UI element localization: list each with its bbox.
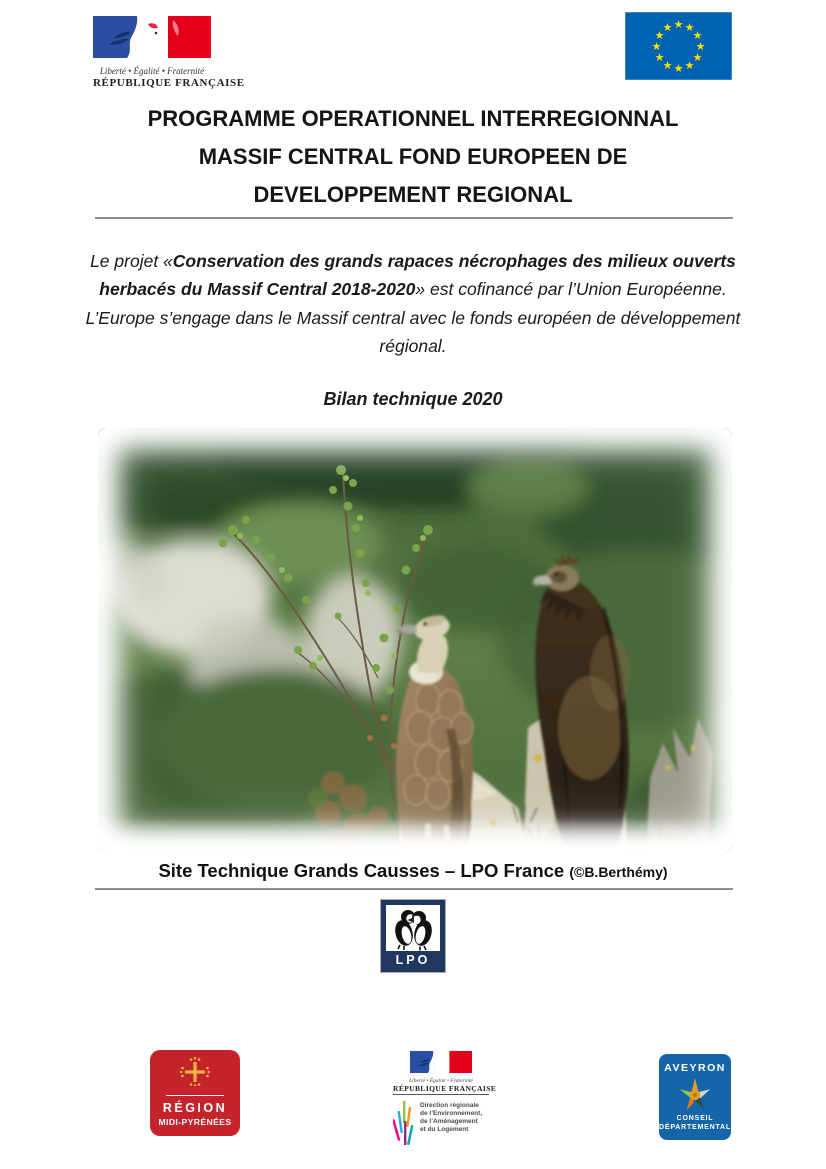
region-name: RÉGION — [162, 1101, 228, 1115]
dreal-logo — [393, 1048, 497, 1149]
dreal-rf-name: RÉPUBLIQUE FRANÇAISE — [393, 1084, 497, 1093]
svg-text:★: ★ — [654, 29, 665, 42]
lpo-puffins-icon — [386, 905, 440, 951]
title-line-1: PROGRAMME OPERATIONNEL INTERREGIONNAL — [147, 106, 679, 131]
divider-top — [95, 217, 733, 219]
photo-caption — [0, 860, 826, 882]
fr-name: RÉPUBLIQUE FRANÇAISE — [93, 77, 245, 89]
fr-motto: Liberté • Égalité • Fraternité — [99, 66, 205, 76]
aveyron-star-icon — [675, 1075, 715, 1113]
project-intro-paragraph — [75, 247, 751, 361]
republique-francaise-logo — [93, 16, 245, 89]
svg-text:★: ★ — [684, 21, 695, 34]
svg-text:★: ★ — [662, 21, 673, 34]
page-title — [0, 100, 826, 214]
divider-bottom — [95, 888, 733, 890]
aveyron-name: AVEYRON — [664, 1062, 726, 1074]
dreal-line-4: et du Logement — [420, 1126, 469, 1133]
title-line-2: MASSIF CENTRAL FOND EUROPEEN DE — [198, 144, 628, 169]
svg-text:★: ★ — [673, 62, 684, 75]
svg-text:★: ★ — [692, 51, 703, 64]
lpo-logo — [380, 899, 446, 973]
svg-text:★: ★ — [651, 40, 662, 53]
dreal-motto: Liberté • Égalité • Fraternité — [409, 1078, 473, 1084]
svg-text:★: ★ — [662, 59, 673, 72]
intro-suffix: » est cofinancé par l’Union Européenne. L’Europe s’engage dans le Massif central avec le fonds européen de développement régional. — [85, 279, 741, 356]
dreal-line-3: de l’Aménagement — [420, 1118, 478, 1125]
cover-photo-vultures — [98, 428, 732, 852]
lpo-label: LPO — [395, 952, 431, 967]
aveyron-conseil-departemental-logo — [659, 1054, 731, 1140]
dreal-line-2: de l’Environnement, — [420, 1110, 483, 1117]
aveyron-sub-line-2: DÉPARTEMENTAL — [659, 1123, 731, 1131]
region-divider — [166, 1095, 224, 1096]
svg-text:★: ★ — [654, 51, 665, 64]
caption-credit: (©B.Berthémy) — [569, 864, 668, 880]
eu-flag-icon — [625, 12, 732, 80]
lpo-label-band — [386, 951, 440, 968]
occitan-cross-icon — [180, 1057, 210, 1086]
dreal-bars-icon — [393, 1099, 417, 1149]
dreal-department-name — [420, 1102, 482, 1134]
marianne-icon — [93, 16, 211, 58]
aveyron-sub-line-1: CONSEIL — [676, 1115, 714, 1122]
aveyron-subtitle — [659, 1115, 731, 1132]
svg-text:★: ★ — [673, 18, 684, 31]
title-line-3: DEVELOPPEMENT REGIONAL — [253, 182, 573, 207]
vulture-photo-graphic — [98, 428, 732, 852]
svg-text:★: ★ — [692, 29, 703, 42]
caption-text: Site Technique Grands Causses – LPO France — [158, 860, 570, 881]
eu-stars-graphic — [625, 12, 732, 80]
region-subname: MIDI-PYRÉNÉES — [158, 1117, 232, 1127]
svg-text:★: ★ — [684, 59, 695, 72]
intro-prefix: Le projet « — [90, 250, 173, 271]
svg-text:★: ★ — [695, 40, 706, 53]
intro-project-name: Conservation des grands rapaces nécrophages des milieux ouverts herbacés du Massif Central 2018-2020 — [99, 250, 736, 299]
marianne-small-icon — [410, 1048, 472, 1076]
region-midi-pyrenees-logo — [150, 1050, 240, 1136]
report-subtitle: Bilan technique 2020 — [323, 389, 503, 409]
dreal-line-1: Direction régionale — [420, 1102, 479, 1109]
